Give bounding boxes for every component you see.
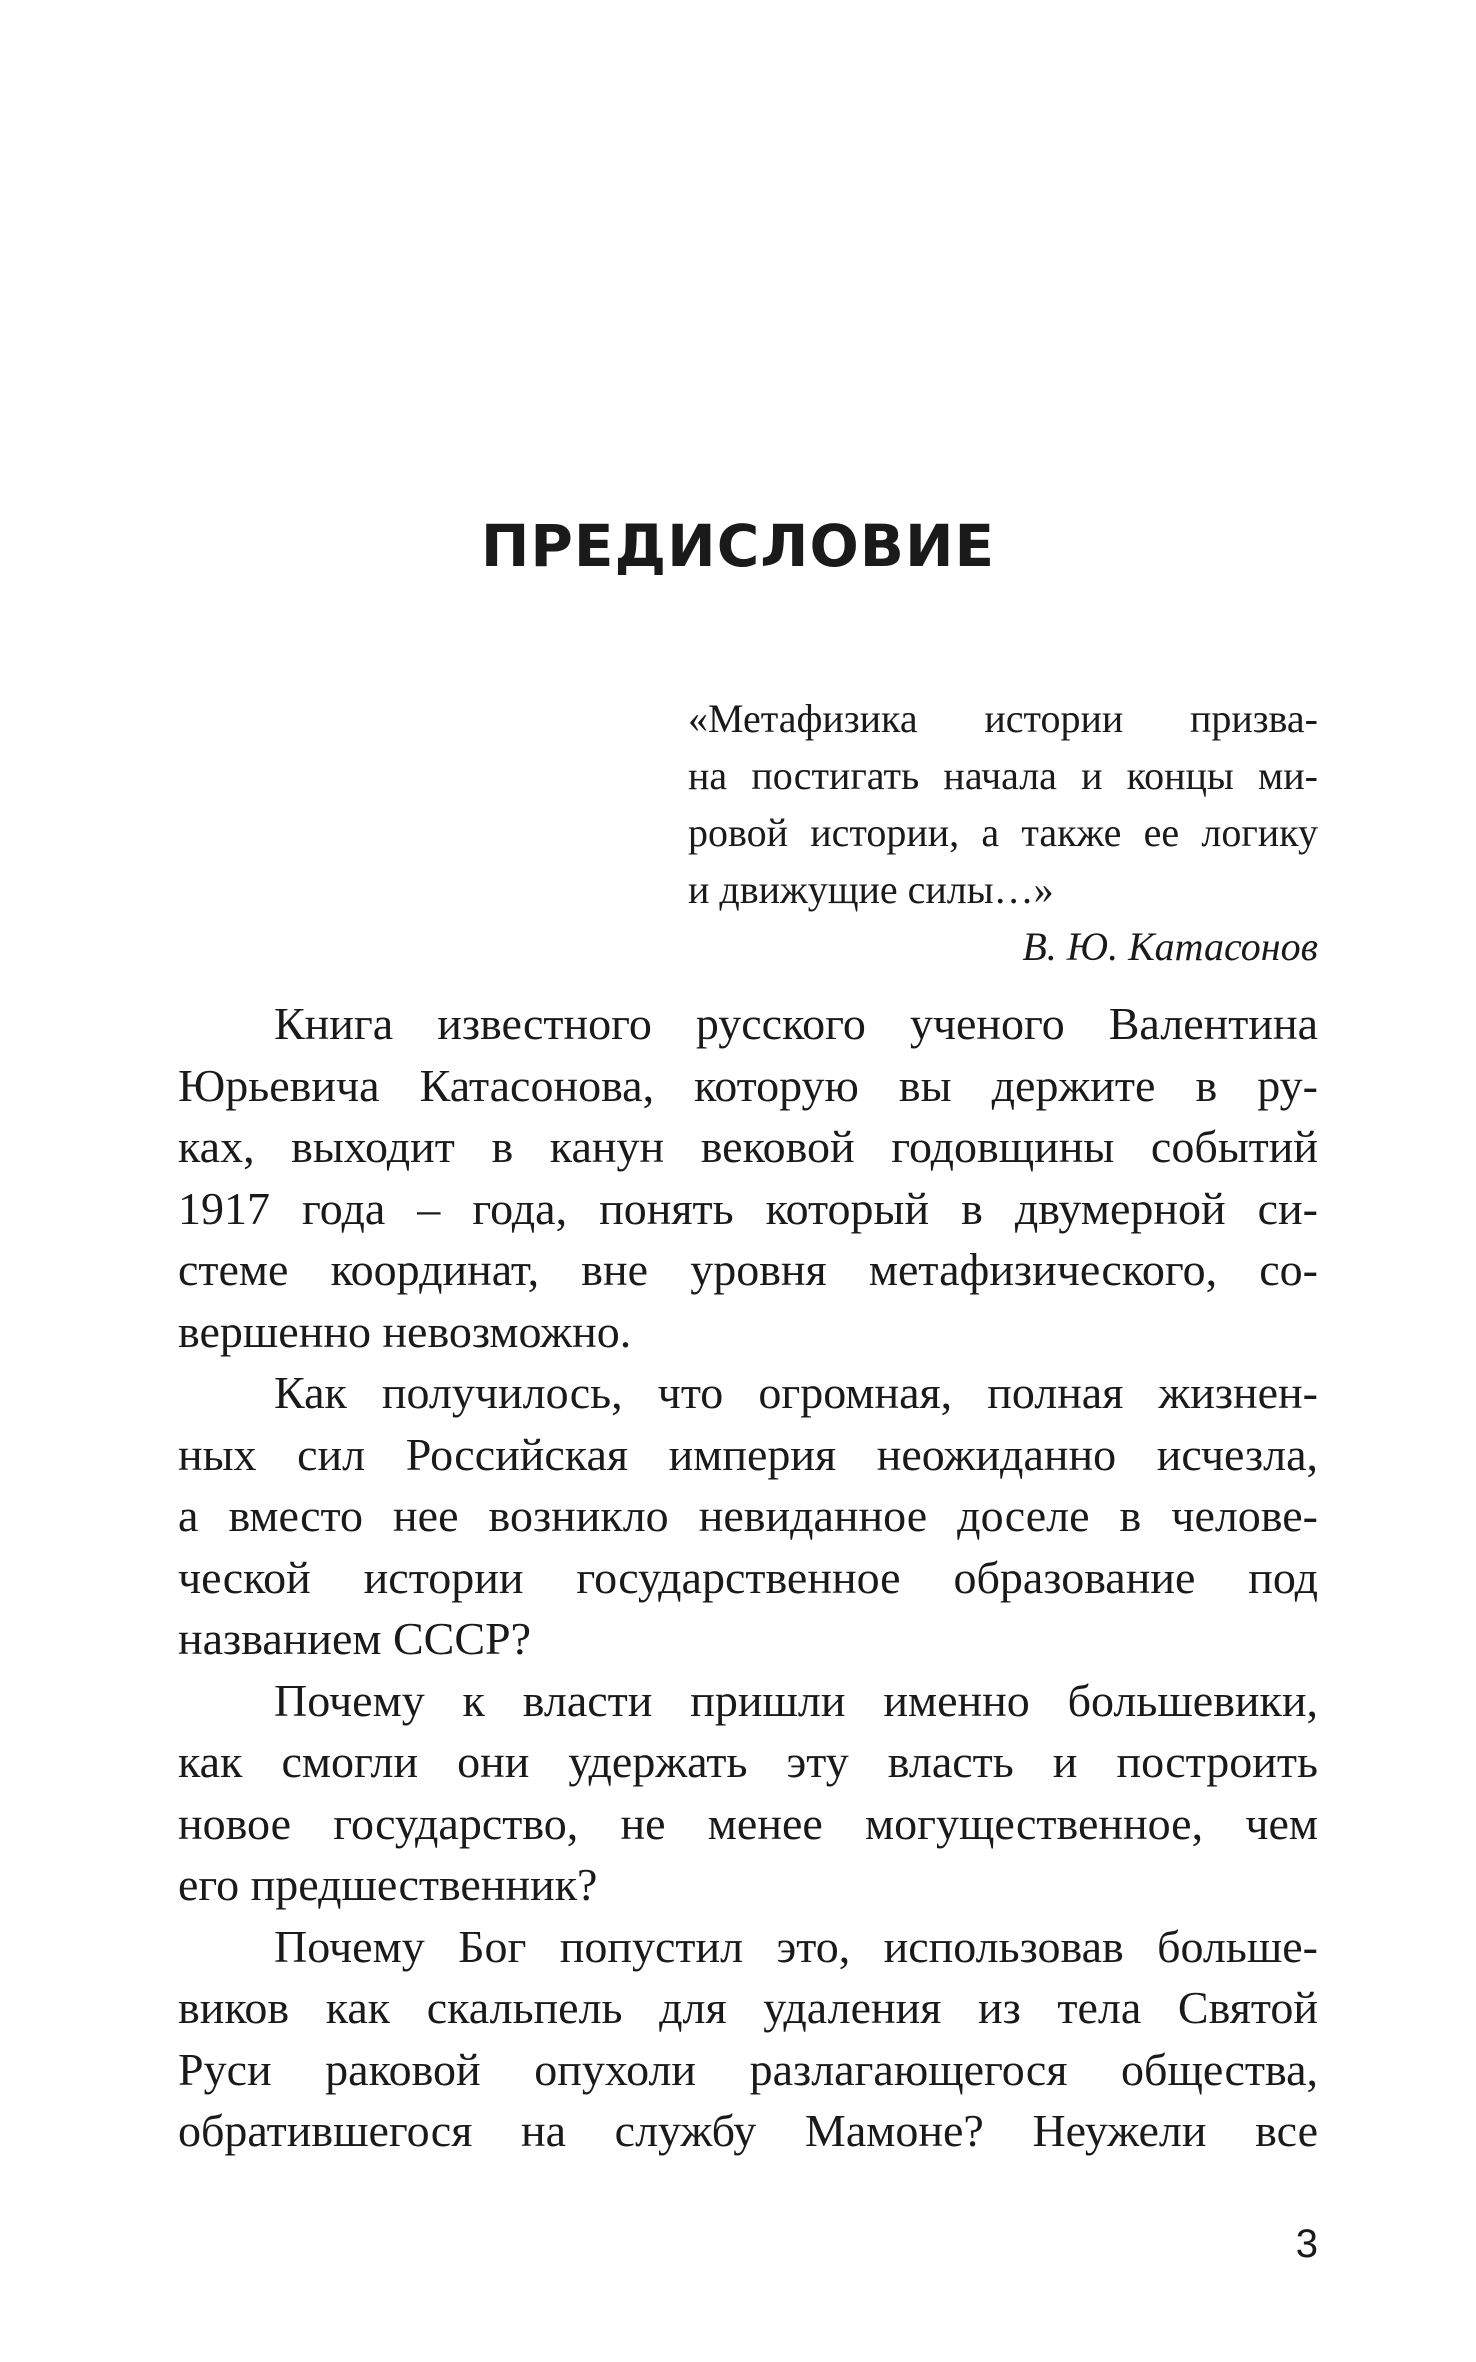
text-line: Как получилось, что огромная, полная жизнен- [274, 1367, 1318, 1418]
text-line: стеме координат, вне уровня метафизического, со- [178, 1244, 1318, 1295]
text-line: а вместо нее возникло невиданное доселе в челове- [178, 1490, 1318, 1541]
body-text [178, 993, 1318, 2162]
text-line: новое государство, не менее могущественное, чем [178, 1797, 1318, 1849]
epigraph-line: и движущие силы…» [688, 867, 1054, 912]
text-line: Руси раковой опухоли разлагающегося общества, [178, 2043, 1318, 2095]
epigraph-author: В. Ю. Катасонов [1022, 924, 1318, 969]
epigraph [688, 690, 1318, 975]
chapter-title: ПРЕДИСЛОВИЕ [480, 512, 996, 580]
text-line: названием СССР? [178, 1613, 532, 1664]
text-line: его предшественник? [178, 1859, 598, 1910]
text-line: ках, выходит в канун вековой годовщины событий [178, 1121, 1318, 1172]
epigraph-line: ровой истории, а также ее логику [688, 810, 1318, 855]
text-line: как смогли они удержать эту власть и построить [178, 1736, 1318, 1787]
text-line: вершенно невозможно. [178, 1305, 632, 1357]
paragraph [178, 1916, 1318, 2162]
text-line: Книга известного русского ученого Валентина [274, 998, 1318, 1049]
paragraph [178, 993, 1318, 1362]
text-line: Почему к власти пришли именно большевики, [274, 1674, 1318, 1726]
text-line: обратившегося на службу Мамоне? Неужели все [178, 2105, 1318, 2156]
text-line: виков как скальпель для удаления из тела Святой [178, 1982, 1318, 2033]
text-line: ческой истории государственное образование под [178, 1551, 1318, 1603]
epigraph-line: на постигать начала и концы ми- [688, 753, 1318, 798]
paragraph [178, 1362, 1318, 1670]
page-number: 3 [1295, 2222, 1318, 2266]
text-line: ных сил Российская империя неожиданно исчезла, [178, 1428, 1318, 1480]
paragraph [178, 1670, 1318, 1916]
epigraph-line: «Метафизика истории призва- [688, 696, 1318, 741]
text-line: Юрьевича Катасонова, которую вы держите в ру- [178, 1059, 1318, 1111]
text-line: Почему Бог попустил это, использовав больше- [274, 1920, 1318, 1972]
text-line: 1917 года – года, понять который в двумерной си- [178, 1182, 1318, 1234]
